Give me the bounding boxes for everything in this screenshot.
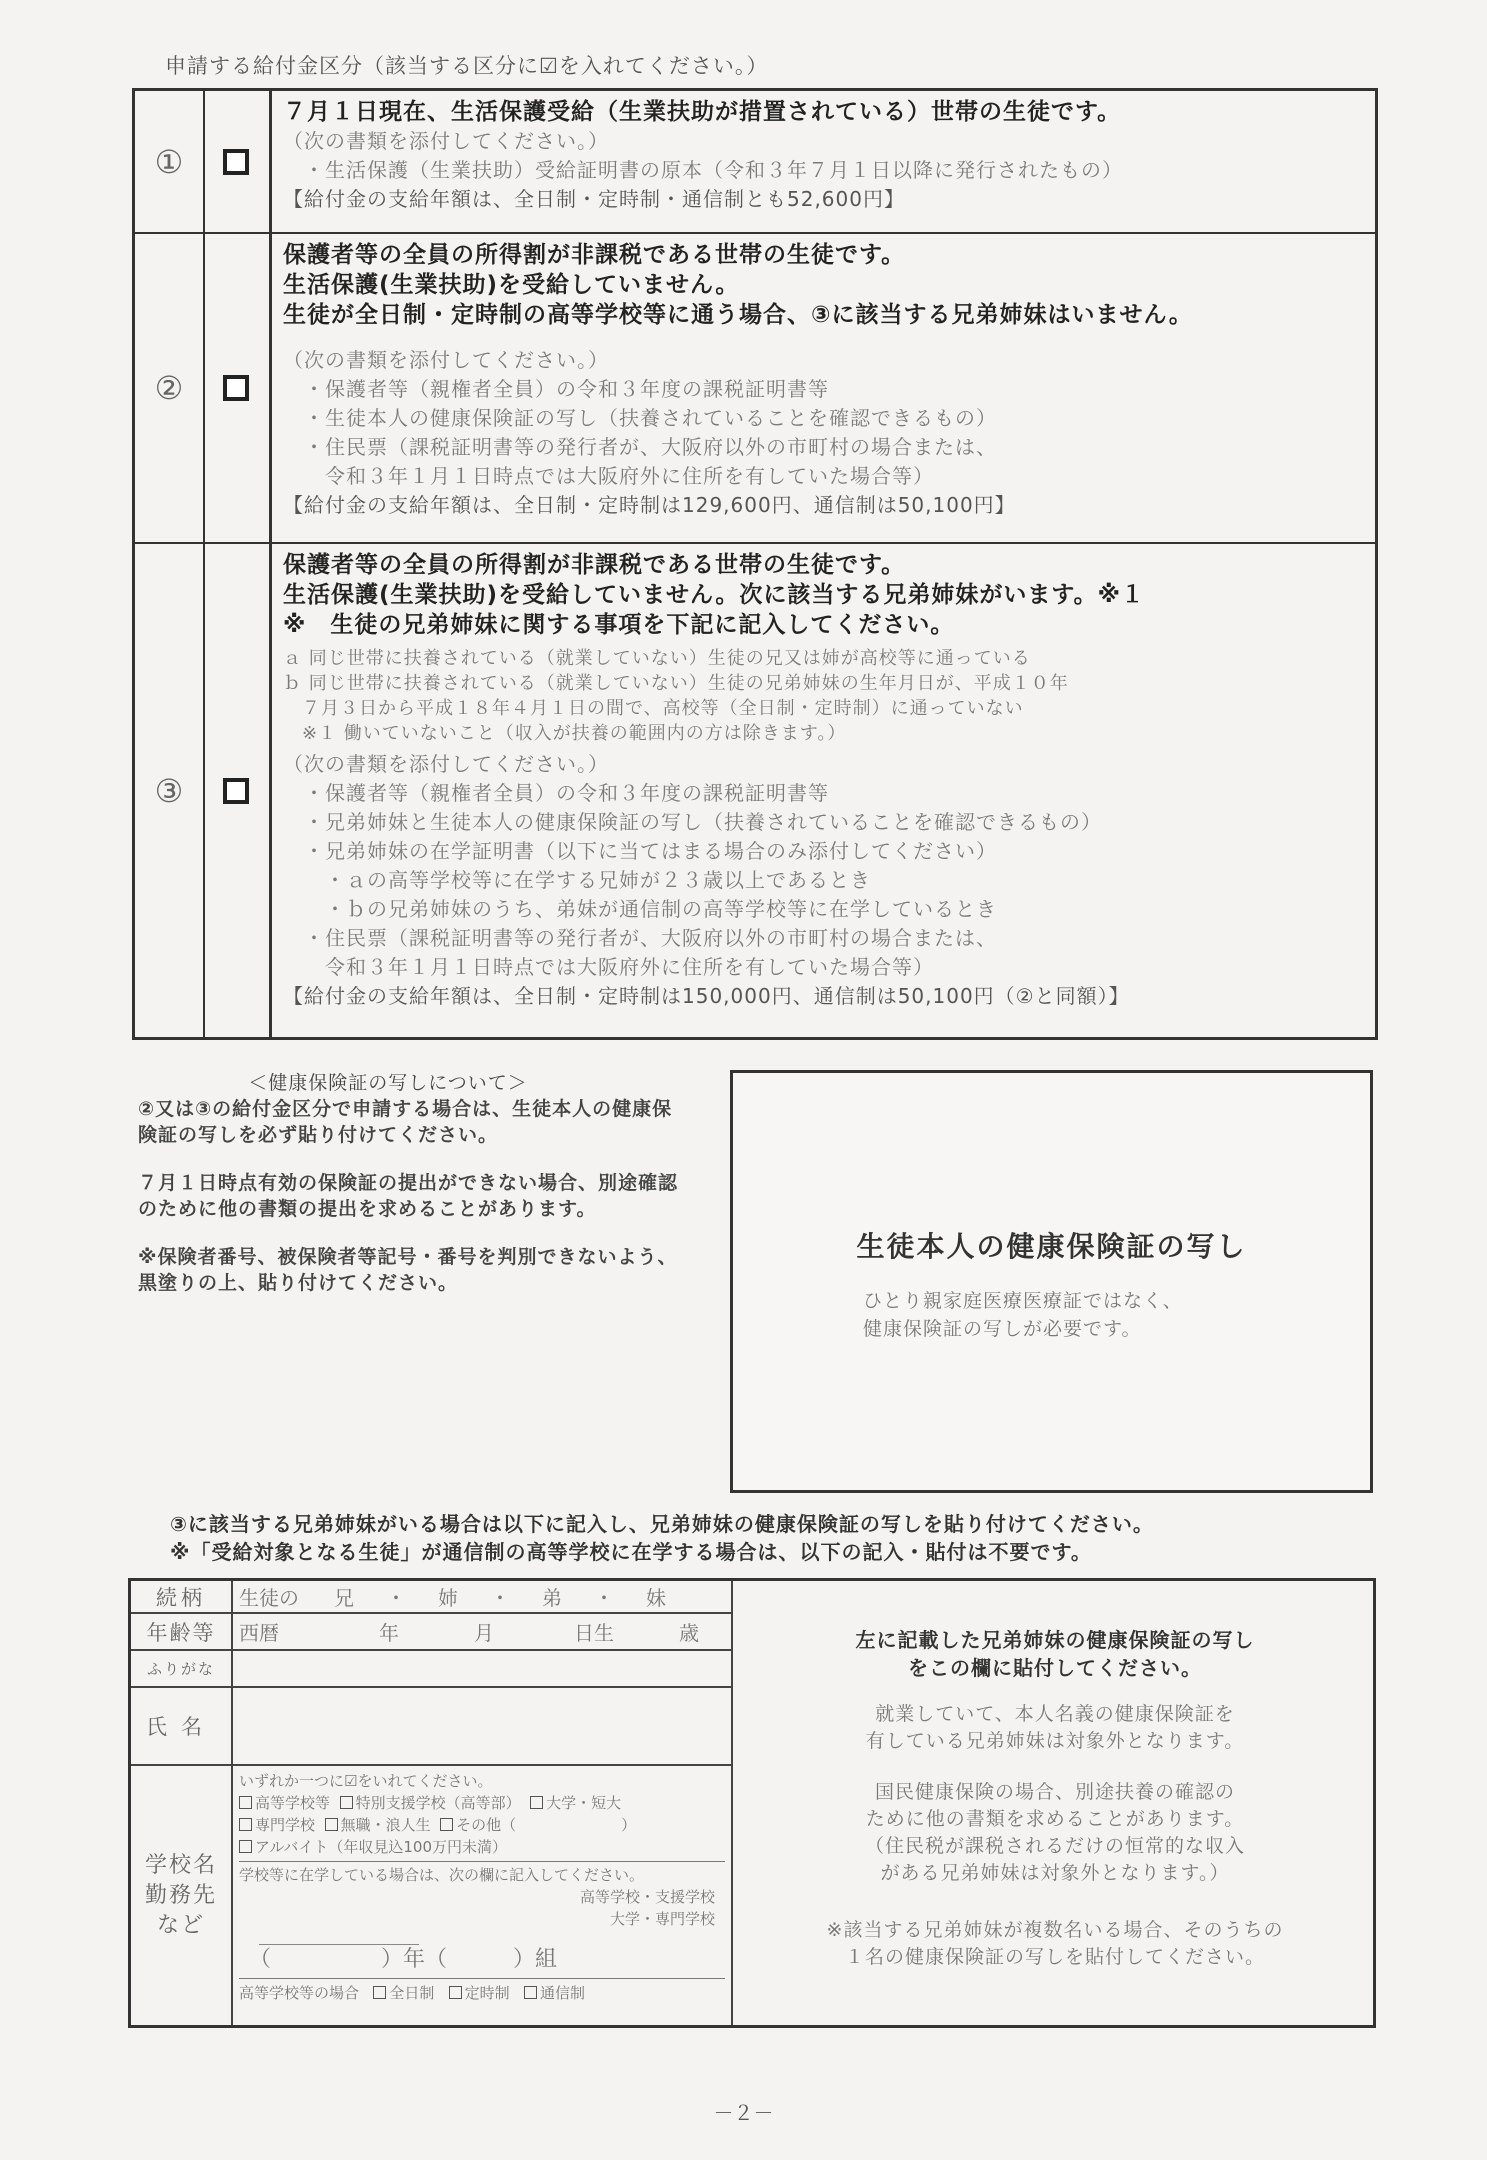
course-prefix: 高等学校等の場合: [239, 1984, 360, 2002]
category-amount: 【給付金の支給年額は、全日制・定時制は129,600円、通信制は50,100円】: [283, 493, 1016, 517]
category-checkbox-2[interactable]: [223, 375, 249, 401]
checkbox-part-time[interactable]: [239, 1840, 252, 1853]
category-subline: ・保護者等（親権者全員）の令和３年度の課税証明書等: [283, 781, 829, 805]
category-checkbox-3[interactable]: [223, 778, 249, 804]
age-year: 年: [379, 1621, 399, 1645]
paste-note-line: 有している兄弟姉妹は対象外となります。: [865, 1730, 1245, 1752]
name-row: [131, 1688, 731, 1766]
insurance-note: [138, 1070, 678, 1318]
note-paragraph: ②又は③の給付金区分で申請する場合は、生徒本人の健康保険証の写しを必ず貼り付けてください。: [138, 1098, 673, 1146]
grade-class-field[interactable]: （ ）年（ ）組: [249, 1947, 558, 1972]
category-number: ①: [135, 91, 205, 232]
sibling-instructions: [170, 1510, 1154, 1566]
category-subline: ・住民票（課税証明書等の発行者が、大阪府以外の市町村の場合または、: [283, 435, 997, 459]
category-subline: ・生徒本人の健康保険証の写し（扶養されていることを確認できるもの）: [283, 406, 997, 430]
category-condition: ａ 同じ世帯に扶養されている（就業していない）生徒の兄又は姉が高校等に通っている: [283, 648, 1031, 669]
option-label: アルバイト（年収見込100万円未満）: [255, 1838, 507, 1856]
checkbox-university[interactable]: [530, 1796, 543, 1809]
separator: ・: [386, 1586, 406, 1610]
page-number: －２－: [713, 2101, 774, 2125]
school-instruction: いずれか一つに☑をいれてください。: [239, 1772, 493, 1790]
category-headline: ７月１日現在、生活保護受給（生業扶助が措置されている）世帯の生徒です。: [283, 99, 1122, 125]
school-details: [239, 1770, 725, 2004]
category-row-2: [135, 234, 1375, 544]
relation-option-older-sister[interactable]: 姉: [438, 1586, 458, 1610]
category-subline: ・兄弟姉妹と生徒本人の健康保険証の写し（扶養されていることを確認できるもの）: [283, 810, 1102, 834]
category-condition: ｂ 同じ世帯に扶養されている（就業していない）生徒の兄弟姉妹の生年月日が、平成１０年: [283, 673, 1069, 694]
relation-option-older-brother[interactable]: 兄: [334, 1586, 354, 1610]
category-headline: 保護者等の全員の所得割が非課税である世帯の生徒です。: [283, 242, 906, 268]
category-number: ②: [135, 234, 205, 542]
paste-note-line: １名の健康保険証の写しを貼付してください。: [844, 1946, 1265, 1968]
separator: ・: [594, 1586, 614, 1610]
paste-note-line: 国民健康保険の場合、別途扶養の確認の: [874, 1781, 1235, 1803]
paste-title-line: 左に記載した兄弟姉妹の健康保険証の写し: [855, 1628, 1255, 1652]
note-title: ＜健康保険証の写しについて＞: [248, 1072, 528, 1094]
category-amount: 【給付金の支給年額は、全日制・定時制・通信制とも52,600円】: [283, 187, 905, 211]
note-paragraph: ※保険者番号、被保険者等記号・番号を判別できないよう、黒塗りの上、貼り付けてください。: [138, 1246, 678, 1294]
age-years: 歳: [679, 1621, 699, 1645]
paste-note-line: （住民税が課税されるだけの恒常的な収入: [864, 1835, 1245, 1857]
category-subline: 令和３年１月１日時点では大阪府外に住所を有していた場合等）: [283, 464, 934, 488]
checkbox-full-time[interactable]: [373, 1986, 386, 1999]
option-label: 全日制: [389, 1984, 435, 2002]
category-headline: 保護者等の全員の所得割が非課税である世帯の生徒です。: [283, 552, 906, 578]
category-amount: 【給付金の支給年額は、全日制・定時制は150,000円、通信制は50,100円（②と同額）】: [283, 984, 1130, 1008]
category-subline: （次の書類を添付してください。）: [283, 752, 609, 776]
category-subline: （次の書類を添付してください。）: [283, 129, 609, 153]
category-subline: ・住民票（課税証明書等の発行者が、大阪府以外の市町村の場合または、: [283, 926, 997, 950]
option-label: 大学・短大: [546, 1794, 622, 1812]
relation-prefix: 生徒の: [239, 1586, 299, 1610]
furigana-row: [131, 1651, 731, 1688]
age-label: 年齢等: [131, 1614, 233, 1649]
paste-note-line: 就業していて、本人名義の健康保険証を: [875, 1703, 1235, 1725]
paste-note-line: ために他の書類を求めることがあります。: [865, 1808, 1245, 1830]
paste-note-line: ※該当する兄弟姉妹が複数名いる場合、そのうちの: [826, 1919, 1284, 1941]
school-label-line: 学校名: [144, 1852, 217, 1878]
category-subline: ・ｂの兄弟姉妹のうち、弟妹が通信制の高等学校等に在学しているとき: [283, 897, 997, 921]
school-label-line: 勤務先: [144, 1882, 217, 1908]
checkbox-vocational[interactable]: [239, 1818, 252, 1831]
furigana-input[interactable]: [239, 1651, 731, 1686]
option-label: 定時制: [464, 1984, 510, 2002]
name-input[interactable]: [239, 1688, 731, 1764]
category-subline: 令和３年１月１日時点では大阪府外に住所を有していた場合等）: [283, 955, 934, 979]
intro-instruction: 申請する給付金区分（該当する区分に☑を入れてください。）: [165, 54, 769, 78]
category-row-3: [135, 544, 1375, 1037]
category-subline: ・保護者等（親権者全員）の令和３年度の課税証明書等: [283, 377, 829, 401]
category-subline: （次の書類を添付してください。）: [283, 348, 609, 372]
sibling-table: [128, 1578, 1376, 2028]
option-label: 通信制: [539, 1984, 585, 2002]
note-paragraph: ７月１日時点有効の保険証の提出ができない場合、別途確認のために他の書類の提出を求めることがあります。: [138, 1172, 679, 1220]
school-types: 大学・専門学校: [609, 1910, 715, 1928]
option-label: 無職・浪人生: [340, 1816, 431, 1834]
option-label: 専門学校: [255, 1816, 316, 1834]
sibling-instruction-line: ③に該当する兄弟姉妹がいる場合は以下に記入し、兄弟姉妹の健康保険証の写しを貼り付けてください。: [170, 1512, 1154, 1536]
checkbox-other[interactable]: [440, 1818, 453, 1831]
checkbox-unemployed[interactable]: [325, 1818, 338, 1831]
school-note: 学校等に在学している場合は、次の欄に記入してください。: [239, 1861, 725, 1886]
table-divider: [731, 1581, 733, 2025]
option-label: 高等学校等: [255, 1794, 331, 1812]
category-headline: 生活保護(生業扶助)を受給していません。: [283, 272, 740, 298]
category-checkbox-1[interactable]: [223, 149, 249, 175]
school-label: [131, 1766, 233, 2025]
school-label-line: など: [156, 1912, 205, 1938]
category-headline: 生活保護(生業扶助)を受給していません。次に該当する兄弟姉妹がいます。※１: [283, 582, 1145, 608]
sibling-insurance-paste-area[interactable]: [737, 1581, 1373, 2025]
option-label: 特別支援学校（高等部）: [355, 1794, 521, 1812]
age-era: 西暦: [239, 1621, 279, 1645]
furigana-label: ふりがな: [131, 1651, 233, 1686]
checkbox-high-school[interactable]: [239, 1796, 252, 1809]
school-row: [131, 1766, 731, 2025]
separator: ・: [490, 1586, 510, 1610]
category-subline: ・兄弟姉妹の在学証明書（以下に当てはまる場合のみ添付してください）: [283, 839, 997, 863]
age-row: [131, 1614, 731, 1651]
category-condition: ７月３日から平成１８年４月１日の間で、高校等（全日制・定時制）に通っていない: [283, 698, 1024, 719]
checkbox-special-school[interactable]: [340, 1796, 353, 1809]
name-label: 氏名: [131, 1688, 233, 1764]
category-headline: ※ 生徒の兄弟姉妹に関する事項を下記に記入してください。: [283, 612, 955, 638]
checkbox-part-time-course[interactable]: [449, 1986, 462, 1999]
category-table: [132, 88, 1378, 1040]
relation-row: [131, 1581, 731, 1614]
age-field[interactable]: [239, 1614, 699, 1649]
sibling-instruction-line: ※「受給対象となる生徒」が通信制の高等学校に在学する場合は、以下の記入・貼付は不要です。: [170, 1540, 1092, 1564]
option-label: その他（ ）: [456, 1816, 637, 1834]
relation-label: 続柄: [131, 1581, 233, 1612]
checkbox-correspondence[interactable]: [524, 1986, 537, 1999]
school-name-line[interactable]: [259, 1930, 419, 1945]
paste-area-title: 生徒本人の健康保険証の写し: [856, 1230, 1247, 1263]
category-condition: ※１ 働いていないこと（収入が扶養の範囲内の方は除きます。）: [283, 723, 847, 744]
paste-area-subtext: ひとり親家庭医療医療証ではなく、: [863, 1290, 1183, 1312]
category-row-1: [135, 91, 1375, 234]
student-insurance-paste-area[interactable]: [730, 1070, 1373, 1493]
category-number: ③: [135, 544, 205, 1037]
paste-note-line: がある兄弟姉妹は対象外となります。）: [880, 1862, 1230, 1884]
category-subline: ・生活保護（生業扶助）受給証明書の原本（令和３年７月１日以降に発行されたもの）: [283, 158, 1123, 182]
relation-option-younger-sister[interactable]: 妹: [646, 1586, 666, 1610]
paste-title-line: をこの欄に貼付してください。: [908, 1656, 1202, 1680]
age-day: 日生: [574, 1621, 614, 1645]
relation-option-younger-brother[interactable]: 弟: [542, 1586, 562, 1610]
category-subline: ・ａの高等学校等に在学する兄姉が２３歳以上であるとき: [283, 868, 871, 892]
age-month: 月: [474, 1621, 494, 1645]
category-headline: 生徒が全日制・定時制の高等学校等に通う場合、③に該当する兄弟姉妹はいません。: [283, 302, 1193, 328]
school-types: 高等学校・支援学校: [579, 1888, 715, 1906]
paste-area-subtext: 健康保険証の写しが必要です。: [863, 1318, 1142, 1340]
